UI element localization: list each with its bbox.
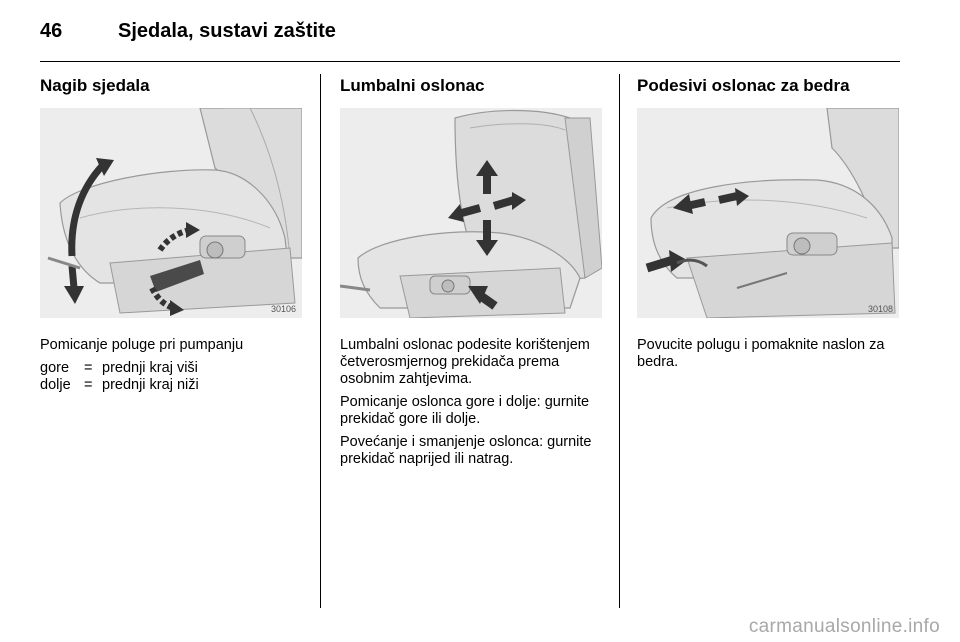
header-divider xyxy=(40,61,900,62)
definition-value: prednji kraj niži xyxy=(102,377,199,393)
section-paragraph: Povucite polugu i pomaknite naslon za bedra. xyxy=(637,337,885,370)
section-title: Nagib sjedala xyxy=(40,76,150,95)
page-header xyxy=(40,20,336,50)
definition-list xyxy=(40,360,302,394)
section-title: Podesivi oslonac za bedra xyxy=(637,76,850,95)
figure-number: 30106 xyxy=(270,304,296,314)
thigh-support-illustration xyxy=(637,108,899,318)
section-lead-text: Pomicanje poluge pri pumpanju xyxy=(40,337,244,353)
section-paragraph: Povećanje i smanjenje oslonca: gurnite prekidač naprijed ili natrag. xyxy=(340,434,592,467)
column-divider xyxy=(619,74,620,608)
definition-term: dolje xyxy=(40,377,71,393)
figure-number: 30108 xyxy=(867,304,893,314)
column-divider xyxy=(320,74,321,608)
definition-row xyxy=(40,377,302,394)
definition-row xyxy=(40,360,302,377)
definition-equals: = xyxy=(84,377,93,393)
section-title: Lumbalni oslonac xyxy=(340,76,485,95)
lumbar-support-illustration xyxy=(340,108,602,318)
chapter-title: Sjedala, sustavi zaštite xyxy=(118,20,336,42)
seat-tilt-illustration xyxy=(40,108,302,318)
section-paragraph: Lumbalni oslonac podesite korištenjem četverosmjernog prekidača prema osobnim zahtjevima. xyxy=(340,337,590,387)
watermark: carmanualsonline.info xyxy=(748,616,940,637)
definition-equals: = xyxy=(84,360,93,376)
page-number: 46 xyxy=(40,20,63,42)
definition-value: prednji kraj viši xyxy=(102,360,198,376)
seat-tilt-drawing xyxy=(40,108,302,318)
section-seat-tilt xyxy=(40,74,302,394)
thigh-support-drawing xyxy=(637,108,899,318)
lumbar-support-drawing xyxy=(340,108,602,318)
section-thigh-support xyxy=(637,74,899,377)
section-paragraph: Pomicanje oslonca gore i dolje: gurnite prekidač gore ili dolje. xyxy=(340,394,590,427)
section-lumbar-support xyxy=(340,74,602,474)
definition-term: gore xyxy=(40,360,70,376)
